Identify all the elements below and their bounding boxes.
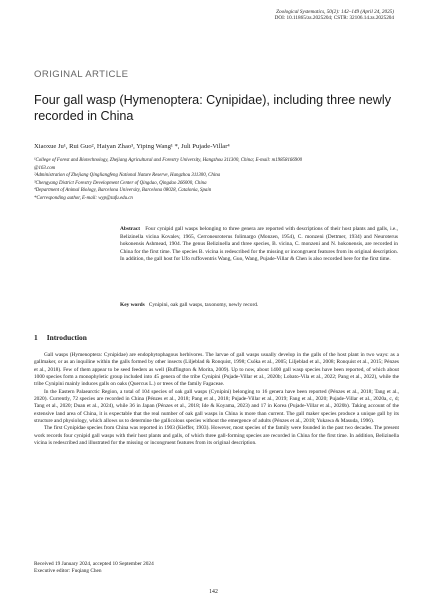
author-list: Xiaoxue Ju¹, Rui Guo², Haiyan Zhao³, Yiping Wang¹ *, Juli Pujade-Villar⁴ [34,143,230,150]
keywords-label: Key words [120,302,145,308]
affiliation-line: ¹College of Forest and Biotechnology, Zhejiang Agricultural and Forestry University, Hangzhou 311300, China; E-mail: m19858166900 [34,158,303,163]
article-type-label: ORIGINAL ARTICLE [34,69,129,80]
paragraph: The first Cynipidae species from China was reported in 1903 (Kieffer, 1903). However, most species of the family were founded in the past two decades. The present work records four cynipid gall wasps with their host plants and galls, of which three gall-forming species are recorded in China for the first time. In addition, Belizinella vicina is redescribed and illustrated for the missing or incongruent features from its original description. [34,425,399,447]
paragraph: Gall wasps (Hymenoptera: Cynipidae) are endophytophagous herbivores. The larvae of gall wasps usually develop in the galls of the host plant in two ways: as a gallmaker, or as an inquiline within the galls formed by other insects (Liljeblad & Ronquist, 1998; Csóka et al., 2005; Liljeblad et al., 2008; Ronquist et al., 2015; Pénzes et al., 2018). Few of them appear to be seed feeders as well (Buffington & Morita, 2009). Up to now, about 1400 gall wasp species have been reported, of which about 1000 species form a monophyletic group included into 45 genera of the tribe Cynipini (Pujade-Villar et al., 2020b; Lobato-Vila et al., 2022; Pang et al., 2022), while the tribe Cynipini mainly induces galls on oaks (Quercus L.) or trees of the family Fagaceae. [34,352,399,388]
abstract-text: Four cynipid gall wasps belonging to three genera are reported with descriptions of their host plants and galls, i.e., Belizinella vicina Kovalev, 1965, Cerroneuroterus folimargo (Monzen, 1954), C. monzeni (Dettmer, 1934) and Neuroterus hokonensis Ashmead, 1904. The genus Belizinella and three species, B. vicina, C. monzeni and N. hokonensis, are recorded in China for the first time. The species B. vicina is redescribed for the missing or incongruent features from its original description. In addition, the gall host for Ufo ruffoventris Wang, Guo, Wang, Pujade-Villar & Chen is also recorded here for the first time. [120,226,399,263]
executive-editor: Executive editor: Fuqiang Chen [34,568,102,575]
affiliation-line: ³Chengyang District Forestry Development Center of Qingdao, Qingdao 266000, China [34,180,207,186]
section-heading [34,333,96,342]
received-date: Received 19 January 2024, accepted 10 September 2024 [34,561,154,567]
footnote [34,561,234,576]
doi-line: DOI: 10.11865/zs.2025204; CSTR: 32106.14.zs.2025204 [274,15,394,22]
affiliation-line: ⁴Department of Animal Biology, Barcelona University, Barcelona 08028, Catalonia, Spain [34,188,212,194]
section-number: 1 [34,333,38,342]
keywords [120,302,398,310]
journal-citation [134,9,394,22]
affiliation-line: ²Administration of Zhejiang Qingliangfeng National Nature Reserve, Hangzhou 311300, China [34,173,221,179]
abstract-label: Abstract [120,226,141,232]
section-title: Introduction [46,333,87,342]
introduction-body [34,352,399,447]
paper-title: Four gall wasp (Hymenoptera: Cynipidae), including three newly recorded in China [34,93,391,123]
paragraph: In the Eastern Palaearctic Region, a total of 104 species of oak gall wasps (Cynipini) belonging to 16 genera have been reported (Pénzes et al., 2018; Tang et al., 2020). Currently, 72 species are recorded in China (Pénzes et al., 2018; Pang et al., 2018; Pujade-Villar et al., 2019; Fang et al., 2020; Pujade-Villar et al., 2020a, c, d; Tang et al., 2020; Duan et al., 2024), while 36 in Japan (Pénzes et al., 2018; Ide & Koyama, 2023) and 17 in Korea (Pujade-Villar et al., 2020b). Taking account of the extensive land area of China, it is expectable that the real number of oak gall wasps in China is more than current. The gall maker species produce a unique gall by its structure and physiology, which allows us to determine the gallicolous species without the emergence of adults (Pénzes et al., 2018; Yukawa & Masuda, 1996). [34,388,399,425]
affiliations [34,157,404,202]
corresponding-author: *Corresponding author, E-mail: wyp@zafu.edu.cn [34,195,133,201]
abstract [120,226,398,264]
keywords-text: Cynipini, oak gall wasps, taxonomy, newly record. [148,302,259,308]
journal-volume-line: Zoological Systematics, 50(2): 142–149 (April 24, 2025) [276,9,394,15]
affiliation-line: @163.com [34,165,56,171]
page-number: 142 [209,589,218,595]
